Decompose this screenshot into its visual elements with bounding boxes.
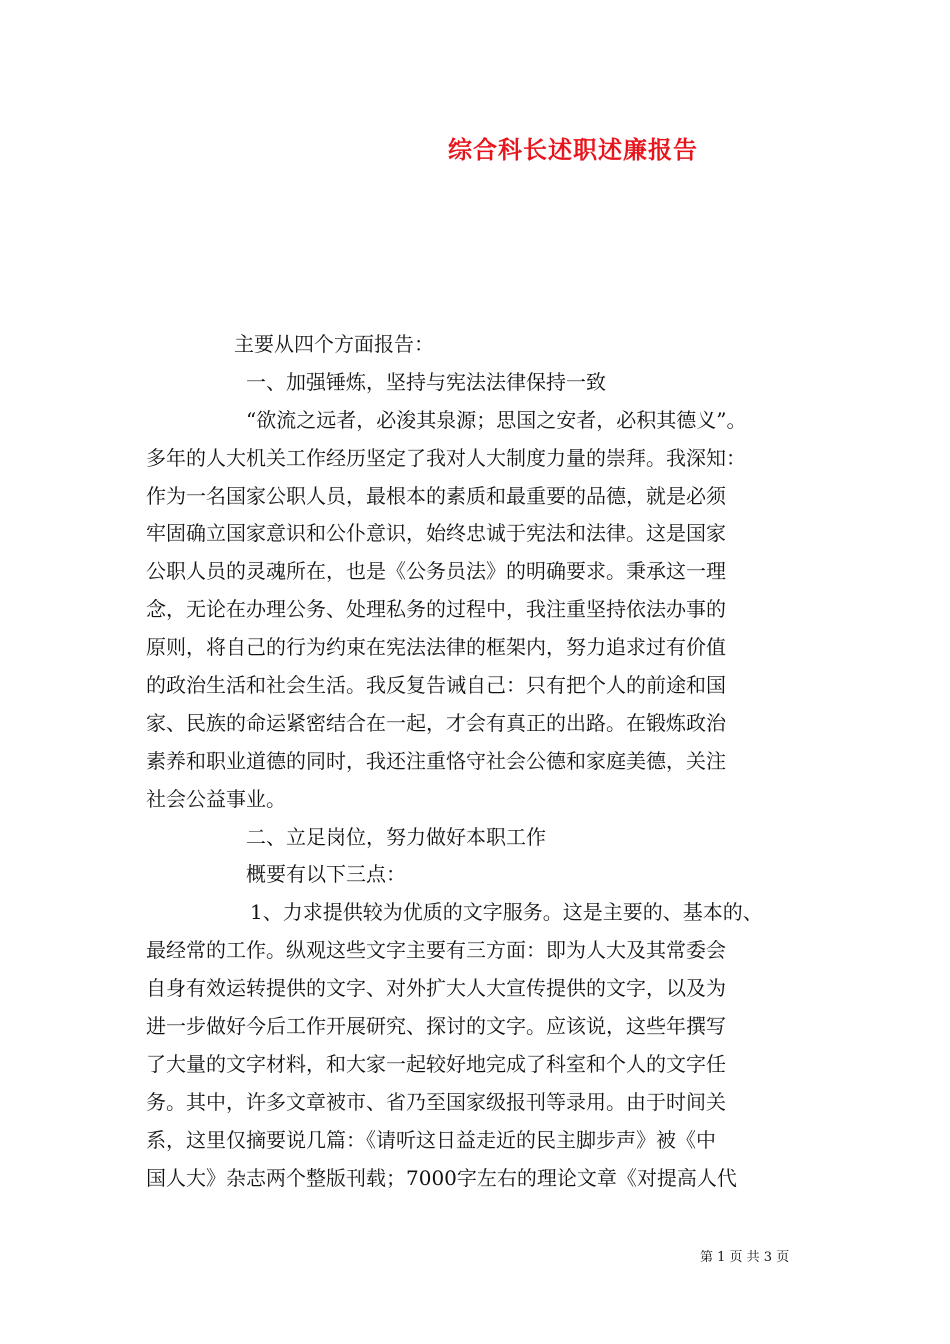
body-line: 1、力求提供较为优质的文字服务。这是主要的、基本的、 [250, 900, 763, 925]
body-line: 作为一名国家公职人员，最根本的素质和最重要的品德，就是必须 [146, 483, 726, 508]
body-line: 公职人员的灵魂所在，也是《公务员法》的明确要求。秉承这一理 [146, 559, 726, 584]
body-line: 主要从四个方面报告： [234, 332, 434, 356]
body-line: 社会公益事业。 [146, 786, 286, 811]
body-line: 进一步做好今后工作开展研究、探讨的文字。应该说，这些年撰写 [146, 1014, 726, 1039]
body-line: 的政治生活和社会生活。我反复告诫自己：只有把个人的前途和国 [146, 673, 726, 698]
page-number: 第 1 页 共 3 页 [700, 1250, 790, 1265]
body-line: 系，这里仅摘要说几篇：《请听这日益走近的民主脚步声》被《中 [146, 1127, 716, 1152]
body-line: 国人大》杂志两个整版刊载；7000字左右的理论文章《对提高人代 [146, 1165, 737, 1190]
body-line: 原则，将自己的行为约束在宪法法律的框架内，努力追求过有价值 [146, 635, 726, 660]
body-line: 多年的人大机关工作经历坚定了我对人大制度力量的崇拜。我深知： [146, 445, 746, 470]
body-line: 务。其中，许多文章被市、省乃至国家级报刊等录用。由于时间关 [146, 1089, 726, 1114]
body-line: 牢固确立国家意识和公仆意识，始终忠诚于宪法和法律。这是国家 [146, 521, 726, 546]
body-line: 自身有效运转提供的文字、对外扩大人大宣传提供的文字，以及为 [146, 976, 726, 1001]
body-line: 一、加强锤炼，坚持与宪法法律保持一致 [246, 369, 606, 394]
body-line: “欲流之远者，必浚其泉源；思国之安者，必积其德义”。 [246, 407, 747, 432]
document-title: 综合科长述职述廉报告 [448, 135, 698, 164]
body-line: 家、民族的命运紧密结合在一起，才会有真正的出路。在锻炼政治 [146, 710, 726, 735]
body-line: 素养和职业道德的同时，我还注重恪守社会公德和家庭美德，关注 [146, 748, 726, 773]
body-line: 二、立足岗位，努力做好本职工作 [246, 824, 546, 849]
body-line: 了大量的文字材料，和大家一起较好地完成了科室和个人的文字任 [146, 1051, 726, 1076]
document-body [146, 326, 814, 1197]
body-line: 念，无论在办理公务、处理私务的过程中，我注重坚持依法办事的 [146, 597, 726, 622]
body-line: 最经常的工作。纵观这些文字主要有三方面：即为人大及其常委会 [146, 938, 726, 963]
body-line: 概要有以下三点： [246, 862, 406, 887]
